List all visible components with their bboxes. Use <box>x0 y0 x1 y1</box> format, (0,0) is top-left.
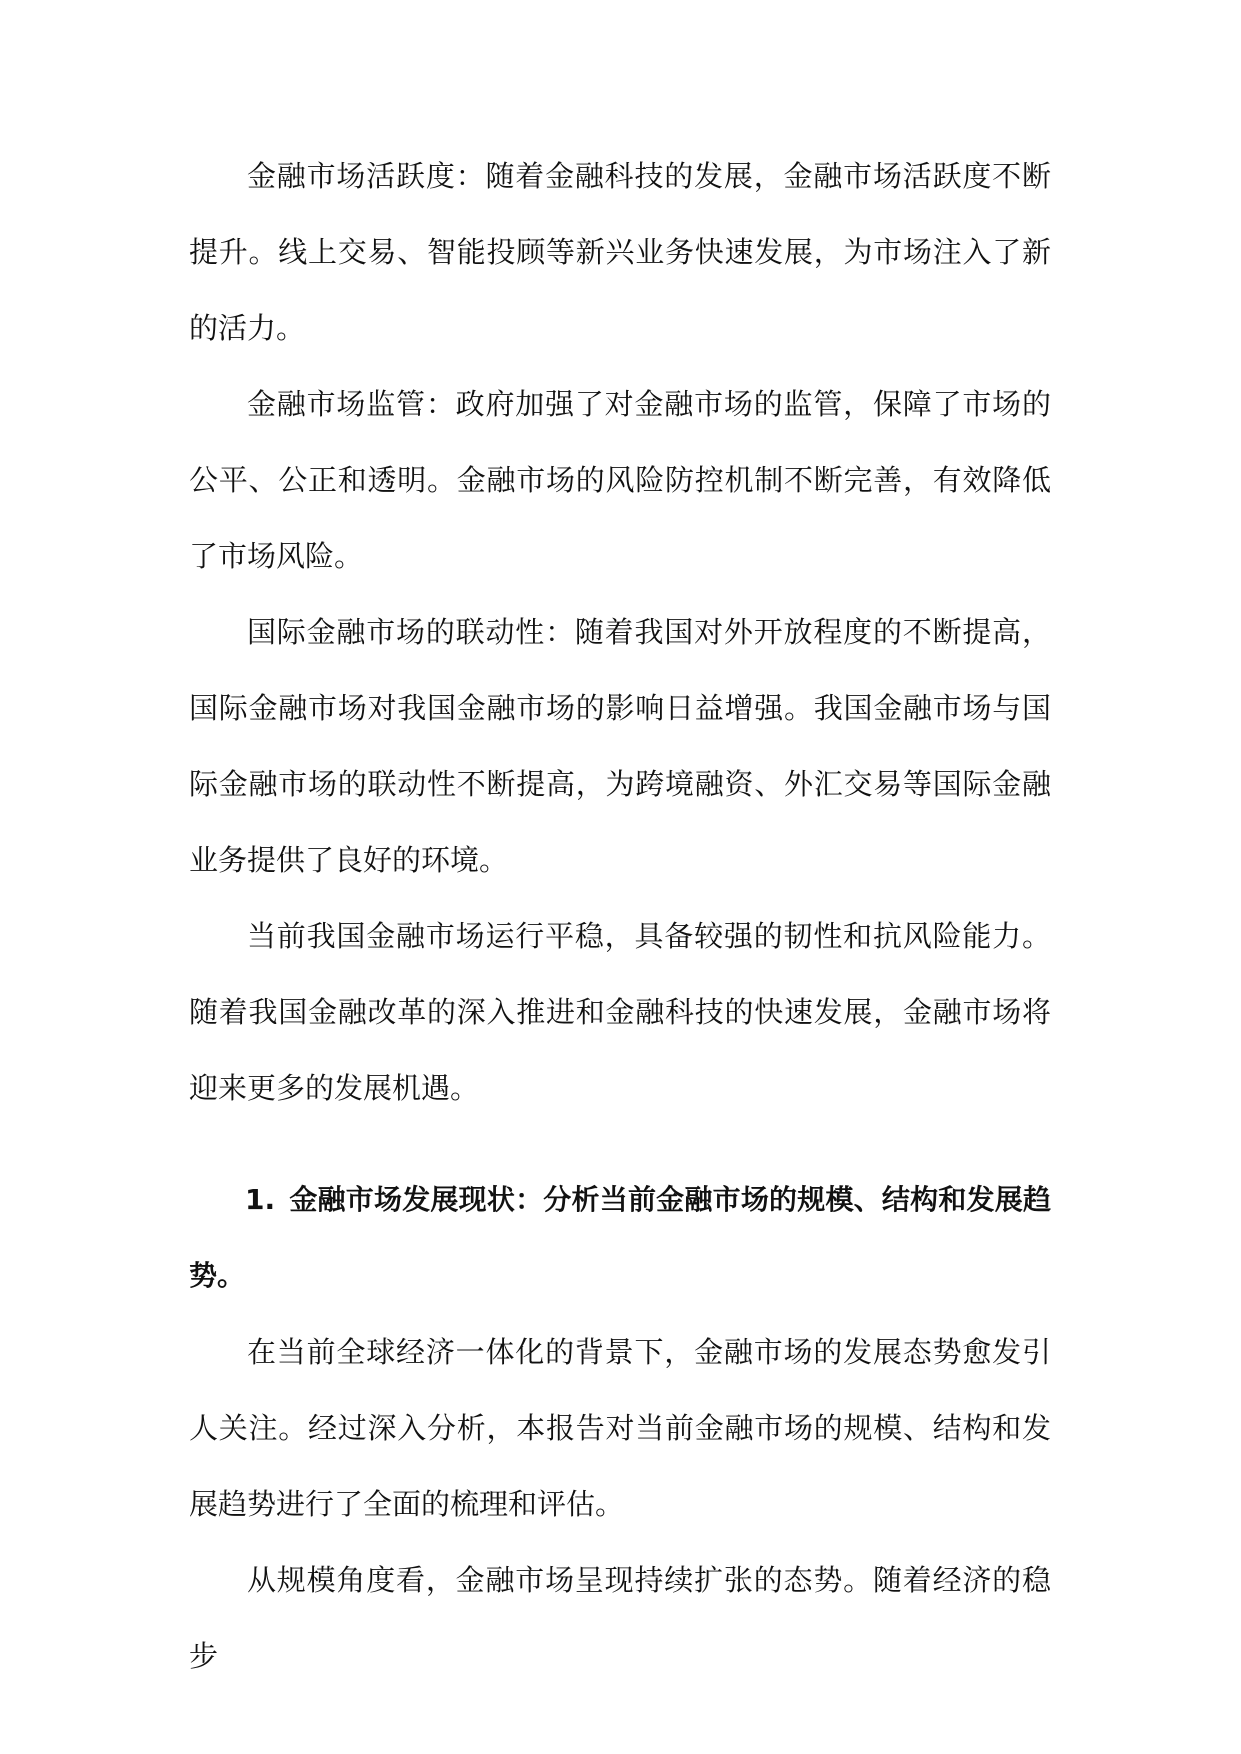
section-heading <box>189 1162 1051 1314</box>
paragraph-market-activity: 金融市场活跃度：随着金融科技的发展，金融市场活跃度不断提升。线上交易、智能投顾等新兴业务快速发展，为市场注入了新的活力。 <box>189 159 1051 345</box>
section-title: 金融市场发展现状：分析当前金融市场的规模、结构和发展趋势。 <box>189 1183 1051 1292</box>
paragraph-background: 在当前全球经济一体化的背景下，金融市场的发展态势愈发引人关注。经过深入分析，本报告对当前金融市场的规模、结构和发展趋势进行了全面的梳理和评估。 <box>189 1335 1051 1521</box>
paragraph-scale: 从规模角度看，金融市场呈现持续扩张的态势。随着经济的稳步 <box>189 1563 1051 1673</box>
paragraph-international-linkage: 国际金融市场的联动性：随着我国对外开放程度的不断提高，国际金融市场对我国金融市场的影响日益增强。我国金融市场与国际金融市场的联动性不断提高，为跨境融资、外汇交易等国际金融业务提供了良好的环境。 <box>189 615 1051 877</box>
paragraph-market-regulation: 金融市场监管：政府加强了对金融市场的监管，保障了市场的公平、公正和透明。金融市场的风险防控机制不断完善，有效降低了市场风险。 <box>189 387 1051 573</box>
section-number: 1. <box>245 1183 276 1216</box>
paragraph-summary: 当前我国金融市场运行平稳，具备较强的韧性和抗风险能力。随着我国金融改革的深入推进和金融科技的快速发展，金融市场将迎来更多的发展机遇。 <box>189 919 1051 1105</box>
document-page <box>189 138 1051 1694</box>
